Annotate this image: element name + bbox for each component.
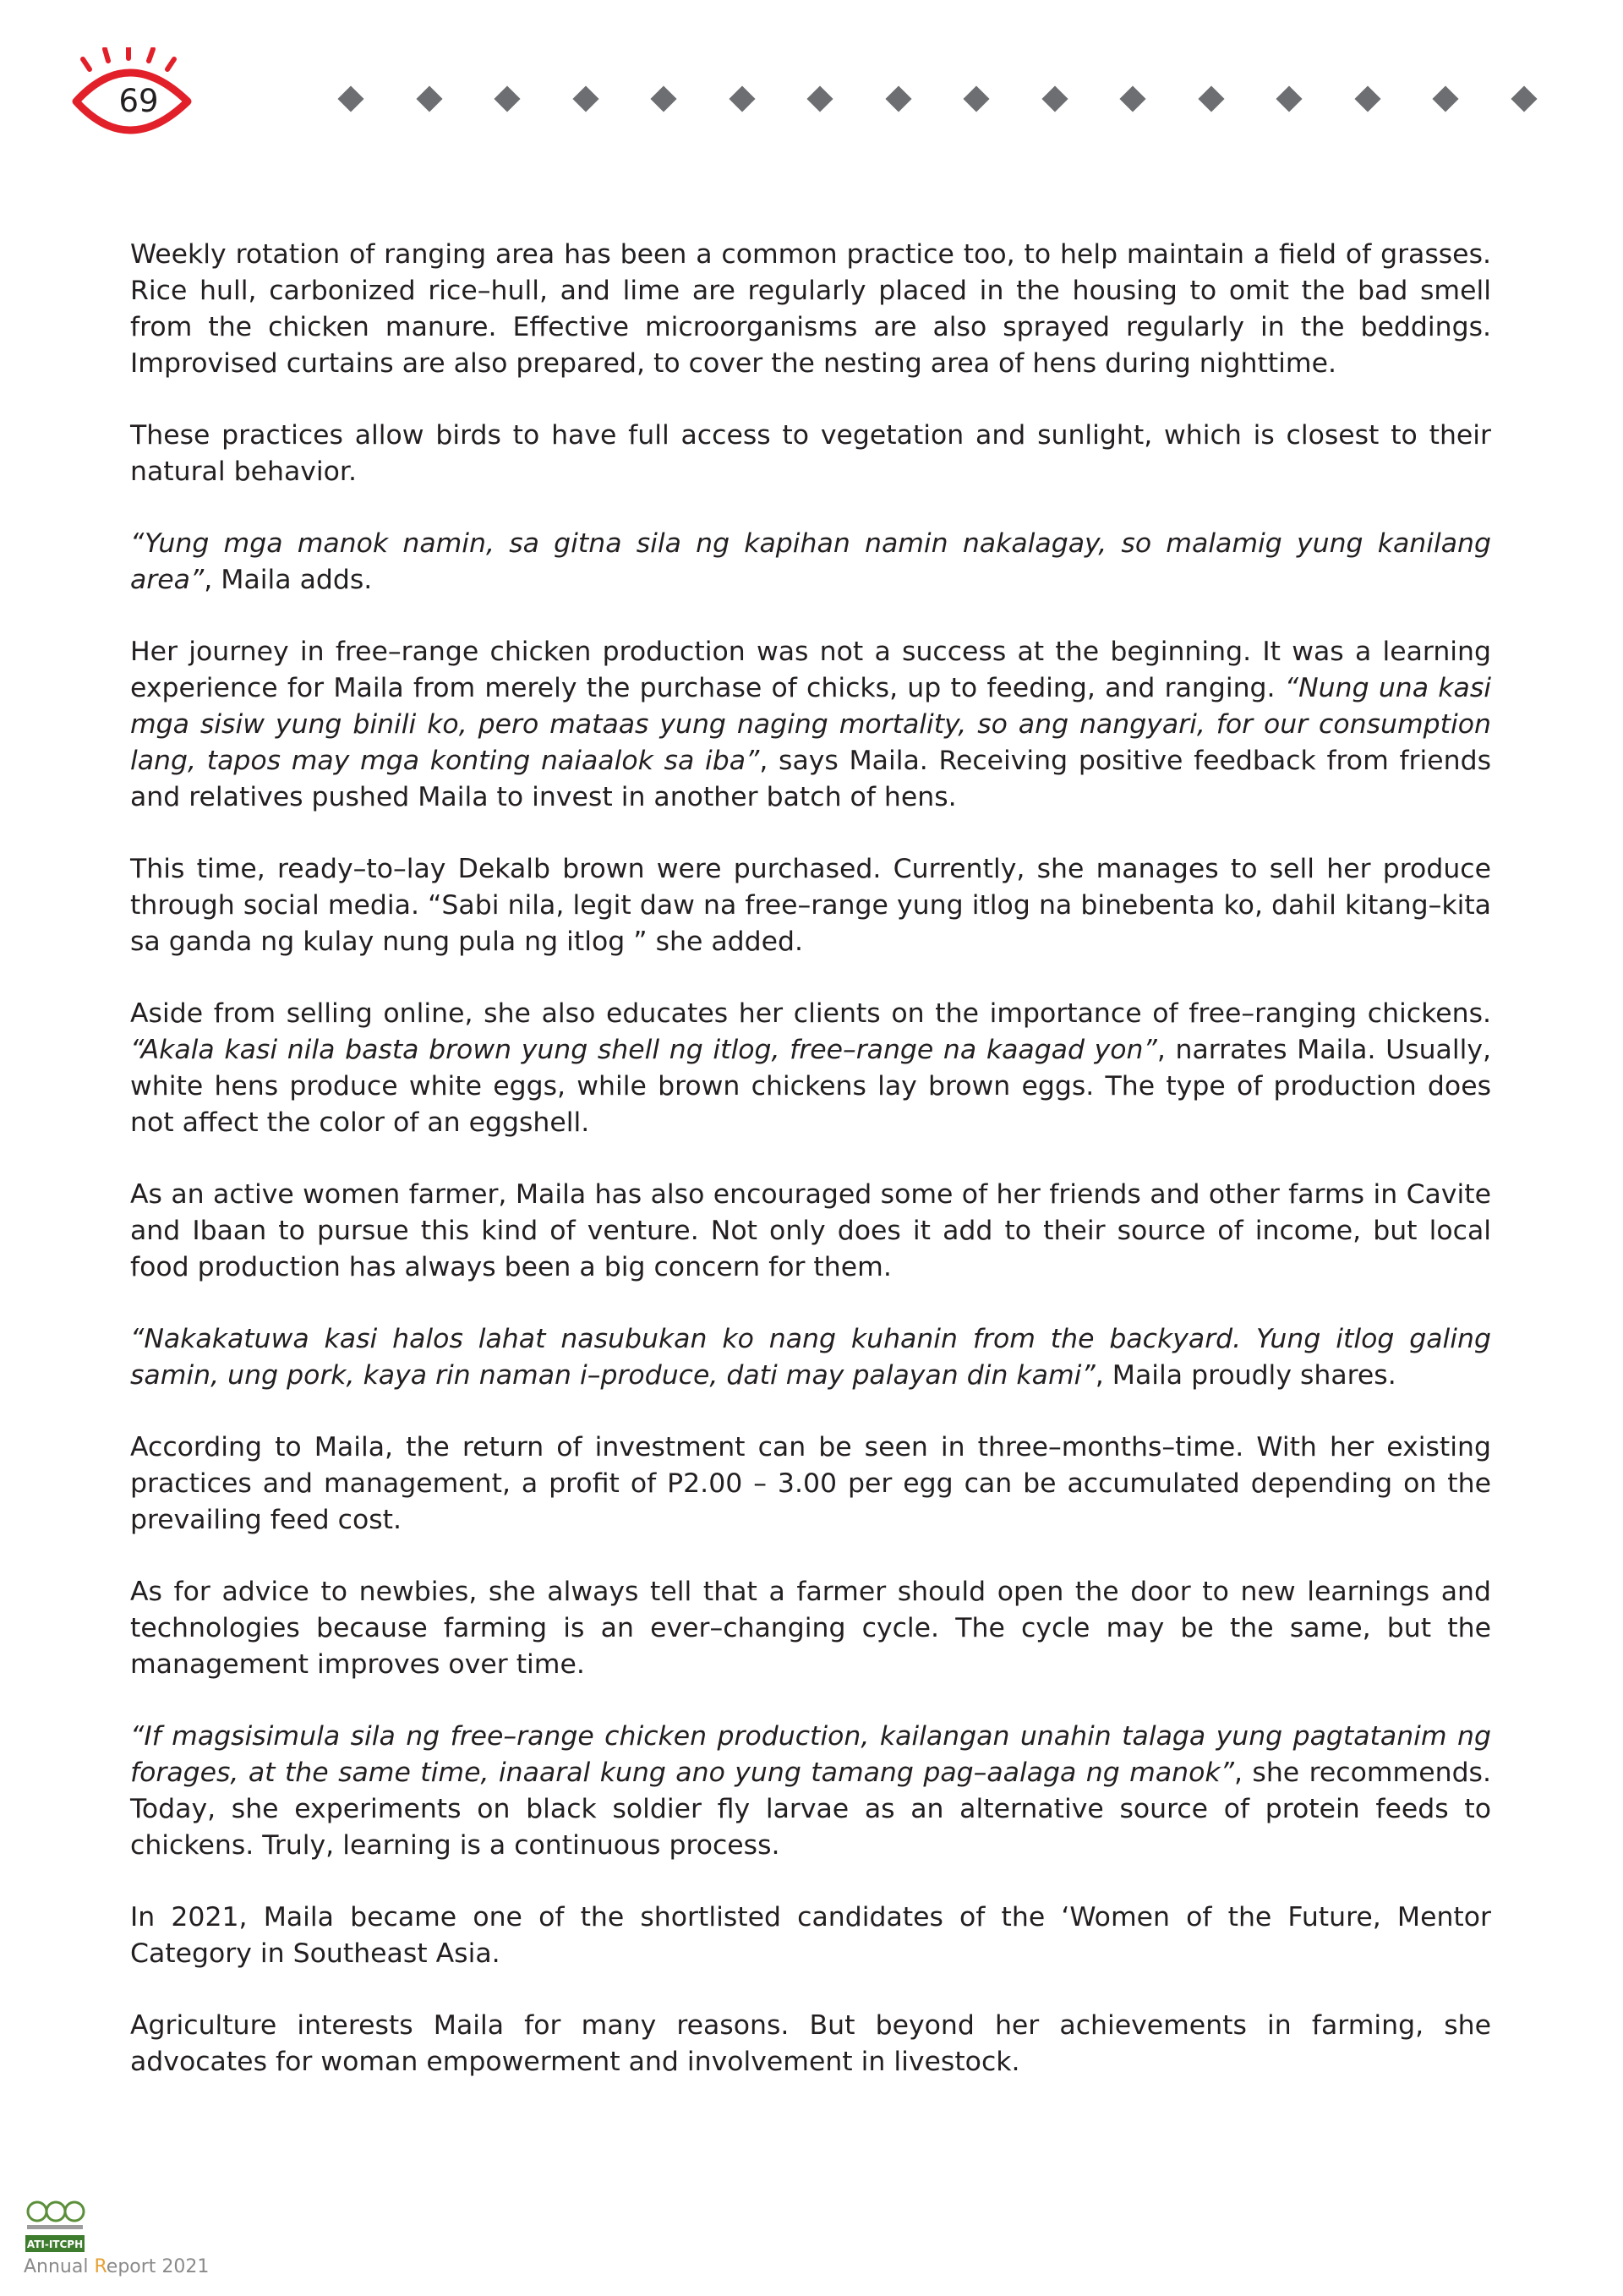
- body-text: Aside from selling online, she also educates her clients on the importance of free–ranging chickens.: [130, 998, 1491, 1029]
- diamond-ornament: [729, 85, 755, 112]
- article-paragraph: [130, 1321, 1491, 1394]
- page-number: 69: [118, 83, 159, 119]
- article-paragraph: [130, 634, 1491, 816]
- diamond-row: [342, 85, 1623, 115]
- diamond-ornament: [572, 85, 598, 112]
- ati-itcph-logo: [24, 2198, 86, 2254]
- body-text: Weekly rotation of ranging area has been a common practice too, to help maintain a field of grasses. Rice hull, carbonized rice–hull, and lime are regularly placed in the housing to omit the bad smell from the chicken manure. Effective microorganisms are also sprayed regularly in the beddings. Improvised curtains are also prepared, to cover the nesting area of hens during nighttime.: [130, 239, 1491, 379]
- quote-text: “If magsisimula sila ng free–range chicken production, kailangan unahin talaga yung pagtatanim ng forages, at the same time, inaaral kung ano yung tamang pag–aalaga ng manok”: [130, 1721, 1491, 1788]
- body-text: Agriculture interests Maila for many reasons. But beyond her achievements in farming, she advocates for woman empowerment and involvement in livestock.: [130, 2010, 1491, 2077]
- body-text: , narrates Maila. Usually, white hens produce white eggs, while brown chickens lay brown eggs. The type of production does not affect the color of an eggshell.: [130, 1035, 1492, 1138]
- diamond-ornament: [1432, 85, 1458, 112]
- quote-text: “Akala kasi nila basta brown yung shell ng itlog, free–range na kaagad yon”: [130, 1035, 1157, 1065]
- footer-label: [24, 2257, 209, 2277]
- article-paragraph: [130, 1719, 1491, 1864]
- quote-text: “Yung mga manok namin, sa gitna sila ng kapihan namin nakalagay, so malamig yung kanilang area”: [130, 528, 1491, 595]
- diamond-ornament: [1276, 85, 1302, 112]
- body-text: These practices allow birds to have full access to vegetation and sunlight, which is closest to their natural behavior.: [130, 420, 1491, 487]
- body-text: As an active women farmer, Maila has also encouraged some of her friends and other farms in Cavite and Ibaan to pursue this kind of venture. Not only does it add to their source of income, but local food production has always been a big concern for them.: [130, 1179, 1491, 1282]
- diamond-ornament: [1119, 85, 1145, 112]
- diamond-ornament: [963, 85, 989, 112]
- quote-text: “Nung una kasi mga sisiw yung binili ko, pero mataas yung naging mortality, so ang nangyari, for our consumption lang, tapos may mga konting naiaalok sa iba”: [130, 673, 1491, 776]
- body-text: , Maila proudly shares.: [1095, 1360, 1396, 1391]
- diamond-ornament: [1511, 85, 1537, 112]
- article-paragraph: [130, 1177, 1491, 1286]
- article-paragraph: [130, 526, 1491, 599]
- diamond-ornament: [416, 85, 442, 112]
- body-text: , she recommends. Today, she experiments on black soldier fly larvae as an alternative source of protein feeds to chickens. Truly, learning is a continuous process.: [130, 1758, 1491, 1861]
- diamond-ornament: [806, 85, 833, 112]
- article-paragraph: [130, 996, 1491, 1141]
- page-number-badge: [71, 47, 198, 149]
- logo-text: ATI-ITCPH: [26, 2239, 84, 2250]
- diamond-ornament: [1041, 85, 1068, 112]
- footer: [24, 2198, 243, 2291]
- diamond-ornament: [494, 85, 520, 112]
- body-text: , says Maila. Receiving positive feedback from friends and relatives pushed Maila to invest in another batch of hens.: [130, 746, 1492, 812]
- body-text: In 2021, Maila became one of the shortlisted candidates of the ‘Women of the Future, Mentor Category in Southeast Asia.: [130, 1902, 1491, 1969]
- quote-text: “Nakakatuwa kasi halos lahat nasubukan ko nang kuhanin from the backyard. Yung itlog galing samin, ung pork, kaya rin naman i–produce, dati may palayan din kami”: [130, 1324, 1491, 1391]
- footer-label-accent: R: [94, 2256, 107, 2277]
- body-text: Her journey in free–range chicken production was not a success at the beginning. It was a learning experience for Maila from merely the purchase of chicks, up to feeding, and ranging.: [130, 637, 1491, 703]
- diamond-ornament: [1354, 85, 1380, 112]
- footer-label-end: eport 2021: [106, 2256, 210, 2277]
- body-text: , Maila adds.: [204, 565, 373, 595]
- article-paragraph: [130, 237, 1491, 382]
- diamond-ornament: [650, 85, 676, 112]
- body-text: According to Maila, the return of investment can be seen in three–months–time. With her existing practices and management, a profit of P2.00 – 3.00 per egg can be accumulated depending on the prevailing feed cost.: [130, 1432, 1491, 1535]
- article-paragraph: [130, 1430, 1491, 1539]
- article-paragraph: [130, 2008, 1491, 2080]
- diamond-ornament: [337, 85, 363, 112]
- article-paragraph: [130, 851, 1491, 960]
- diamond-ornament: [885, 85, 911, 112]
- article-paragraph: [130, 1574, 1491, 1683]
- article-paragraph: [130, 1900, 1491, 1972]
- body-text: This time, ready–to–lay Dekalb brown were purchased. Currently, she manages to sell her produce through social media. “Sabi nila, legit daw na free–range yung itlog na binebenta ko, dahil kitang–kita sa ganda ng kulay nung pula ng itlog ” she added.: [130, 854, 1491, 957]
- footer-label-start: Annual: [24, 2256, 95, 2277]
- body-text: As for advice to newbies, she always tell that a farmer should open the door to new learnings and technologies because farming is an ever–changing cycle. The cycle may be the same, but the management improves over time.: [130, 1577, 1491, 1680]
- article-body: [130, 237, 1491, 2116]
- article-paragraph: [130, 418, 1491, 490]
- diamond-ornament: [1198, 85, 1224, 112]
